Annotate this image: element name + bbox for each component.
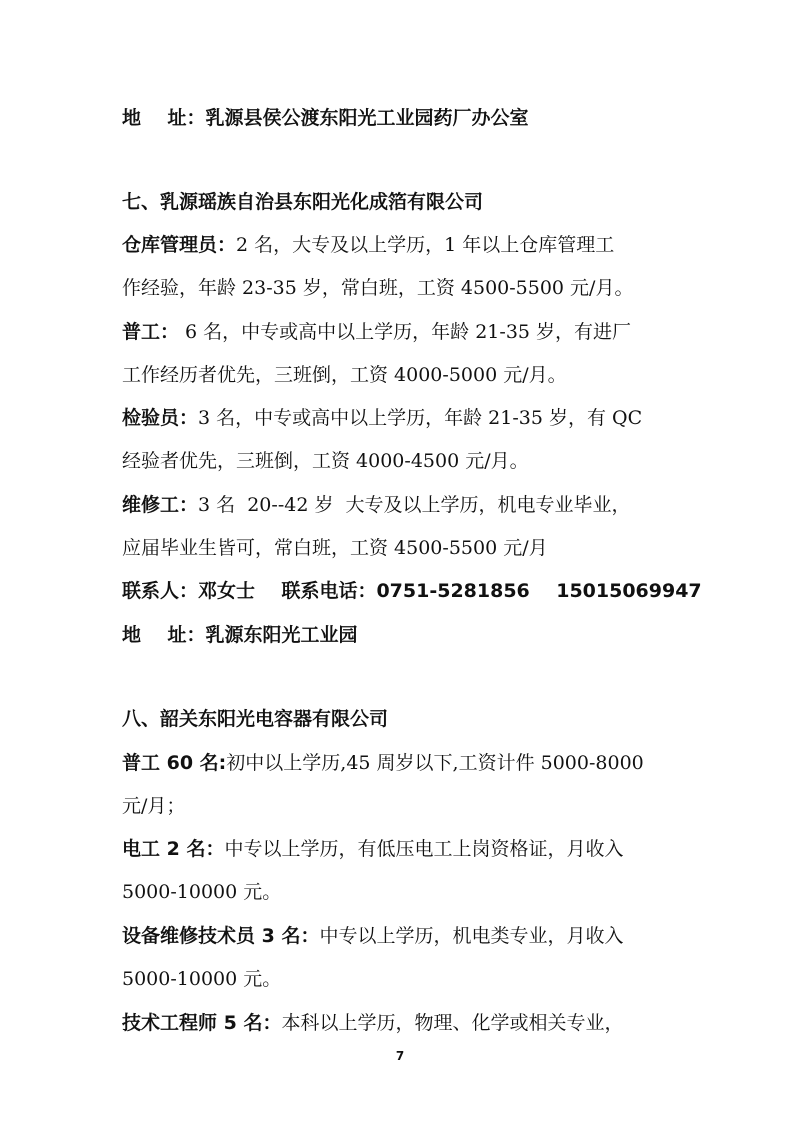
page-number: 7 xyxy=(395,1049,405,1063)
address-value-2: 乳源东阳光工业园 xyxy=(205,624,358,646)
maintenance-label: 维修工： xyxy=(122,494,199,516)
electrician-text-1: 中专以上学历，有低压电工上岗资格证，月收入 xyxy=(224,838,624,860)
s8-worker-line-2: 元/月； xyxy=(122,795,186,817)
engineer-label: 技术工程师 5 名： xyxy=(122,1012,282,1034)
inspector-line-1 xyxy=(122,404,690,432)
worker-label: 普工： xyxy=(122,321,180,343)
electrician-line-2: 5000-10000 元。 xyxy=(122,881,282,903)
warehouse-line-2: 作经验，年龄 23-35 岁，常白班，工资 4500-5500 元/月。 xyxy=(122,277,634,299)
worker-text-1: 6 名，中专或高中以上学历，年龄 21-35 岁，有进厂 xyxy=(179,321,632,343)
address-label-2: 地 址： xyxy=(122,624,206,646)
s8-worker-label: 普工 60 名: xyxy=(122,752,227,774)
section-title-7: 七、乳源瑶族自治县东阳光化成箔有限公司 xyxy=(122,191,484,213)
address-value: 乳源县侯公渡东阳光工业园药厂办公室 xyxy=(205,107,529,129)
warehouse-label: 仓库管理员： xyxy=(122,234,237,256)
s8-worker-text-1: 初中以上学历,45 周岁以下,工资计件 5000-8000 xyxy=(226,752,644,774)
contact-line: 联系人：邓女士 联系电话：0751-5281856 15015069947 xyxy=(122,580,702,602)
electrician-line-1 xyxy=(122,835,690,863)
inspector-label: 检验员： xyxy=(122,407,199,429)
equipment-tech-text-1: 中专以上学历，机电类专业，月收入 xyxy=(319,925,624,947)
maintenance-line-1 xyxy=(122,491,690,519)
warehouse-line-1 xyxy=(122,231,690,259)
address-line-2 xyxy=(122,621,690,649)
section-title-8: 八、韶关东阳光电容器有限公司 xyxy=(122,708,389,730)
worker-line-1 xyxy=(122,318,690,346)
equipment-tech-label: 设备维修技术员 3 名： xyxy=(122,925,320,947)
warehouse-text-1: 2 名，大专及以上学历，1 年以上仓库管理工 xyxy=(236,234,615,256)
maintenance-text-1: 3 名 20--42 岁 大专及以上学历，机电专业毕业， xyxy=(198,494,631,516)
engineer-text-1: 本科以上学历，物理、化学或相关专业， xyxy=(281,1012,624,1034)
equipment-tech-line-1 xyxy=(122,922,690,950)
electrician-label: 电工 2 名： xyxy=(122,838,225,860)
engineer-line-1 xyxy=(122,1009,690,1037)
inspector-line-2: 经验者优先，三班倒，工资 4000-4500 元/月。 xyxy=(122,450,529,472)
equipment-tech-line-2: 5000-10000 元。 xyxy=(122,968,282,990)
address-label: 地 址： xyxy=(122,107,206,129)
maintenance-line-2: 应届毕业生皆可，常白班，工资 4500-5500 元/月 xyxy=(122,537,548,559)
s8-worker-line-1 xyxy=(122,749,690,777)
address-line-1 xyxy=(122,104,690,132)
worker-line-2: 工作经历者优先，三班倒，工资 4000-5000 元/月。 xyxy=(122,364,567,386)
inspector-text-1: 3 名，中专或高中以上学历，年龄 21-35 岁，有 QC xyxy=(198,407,643,429)
